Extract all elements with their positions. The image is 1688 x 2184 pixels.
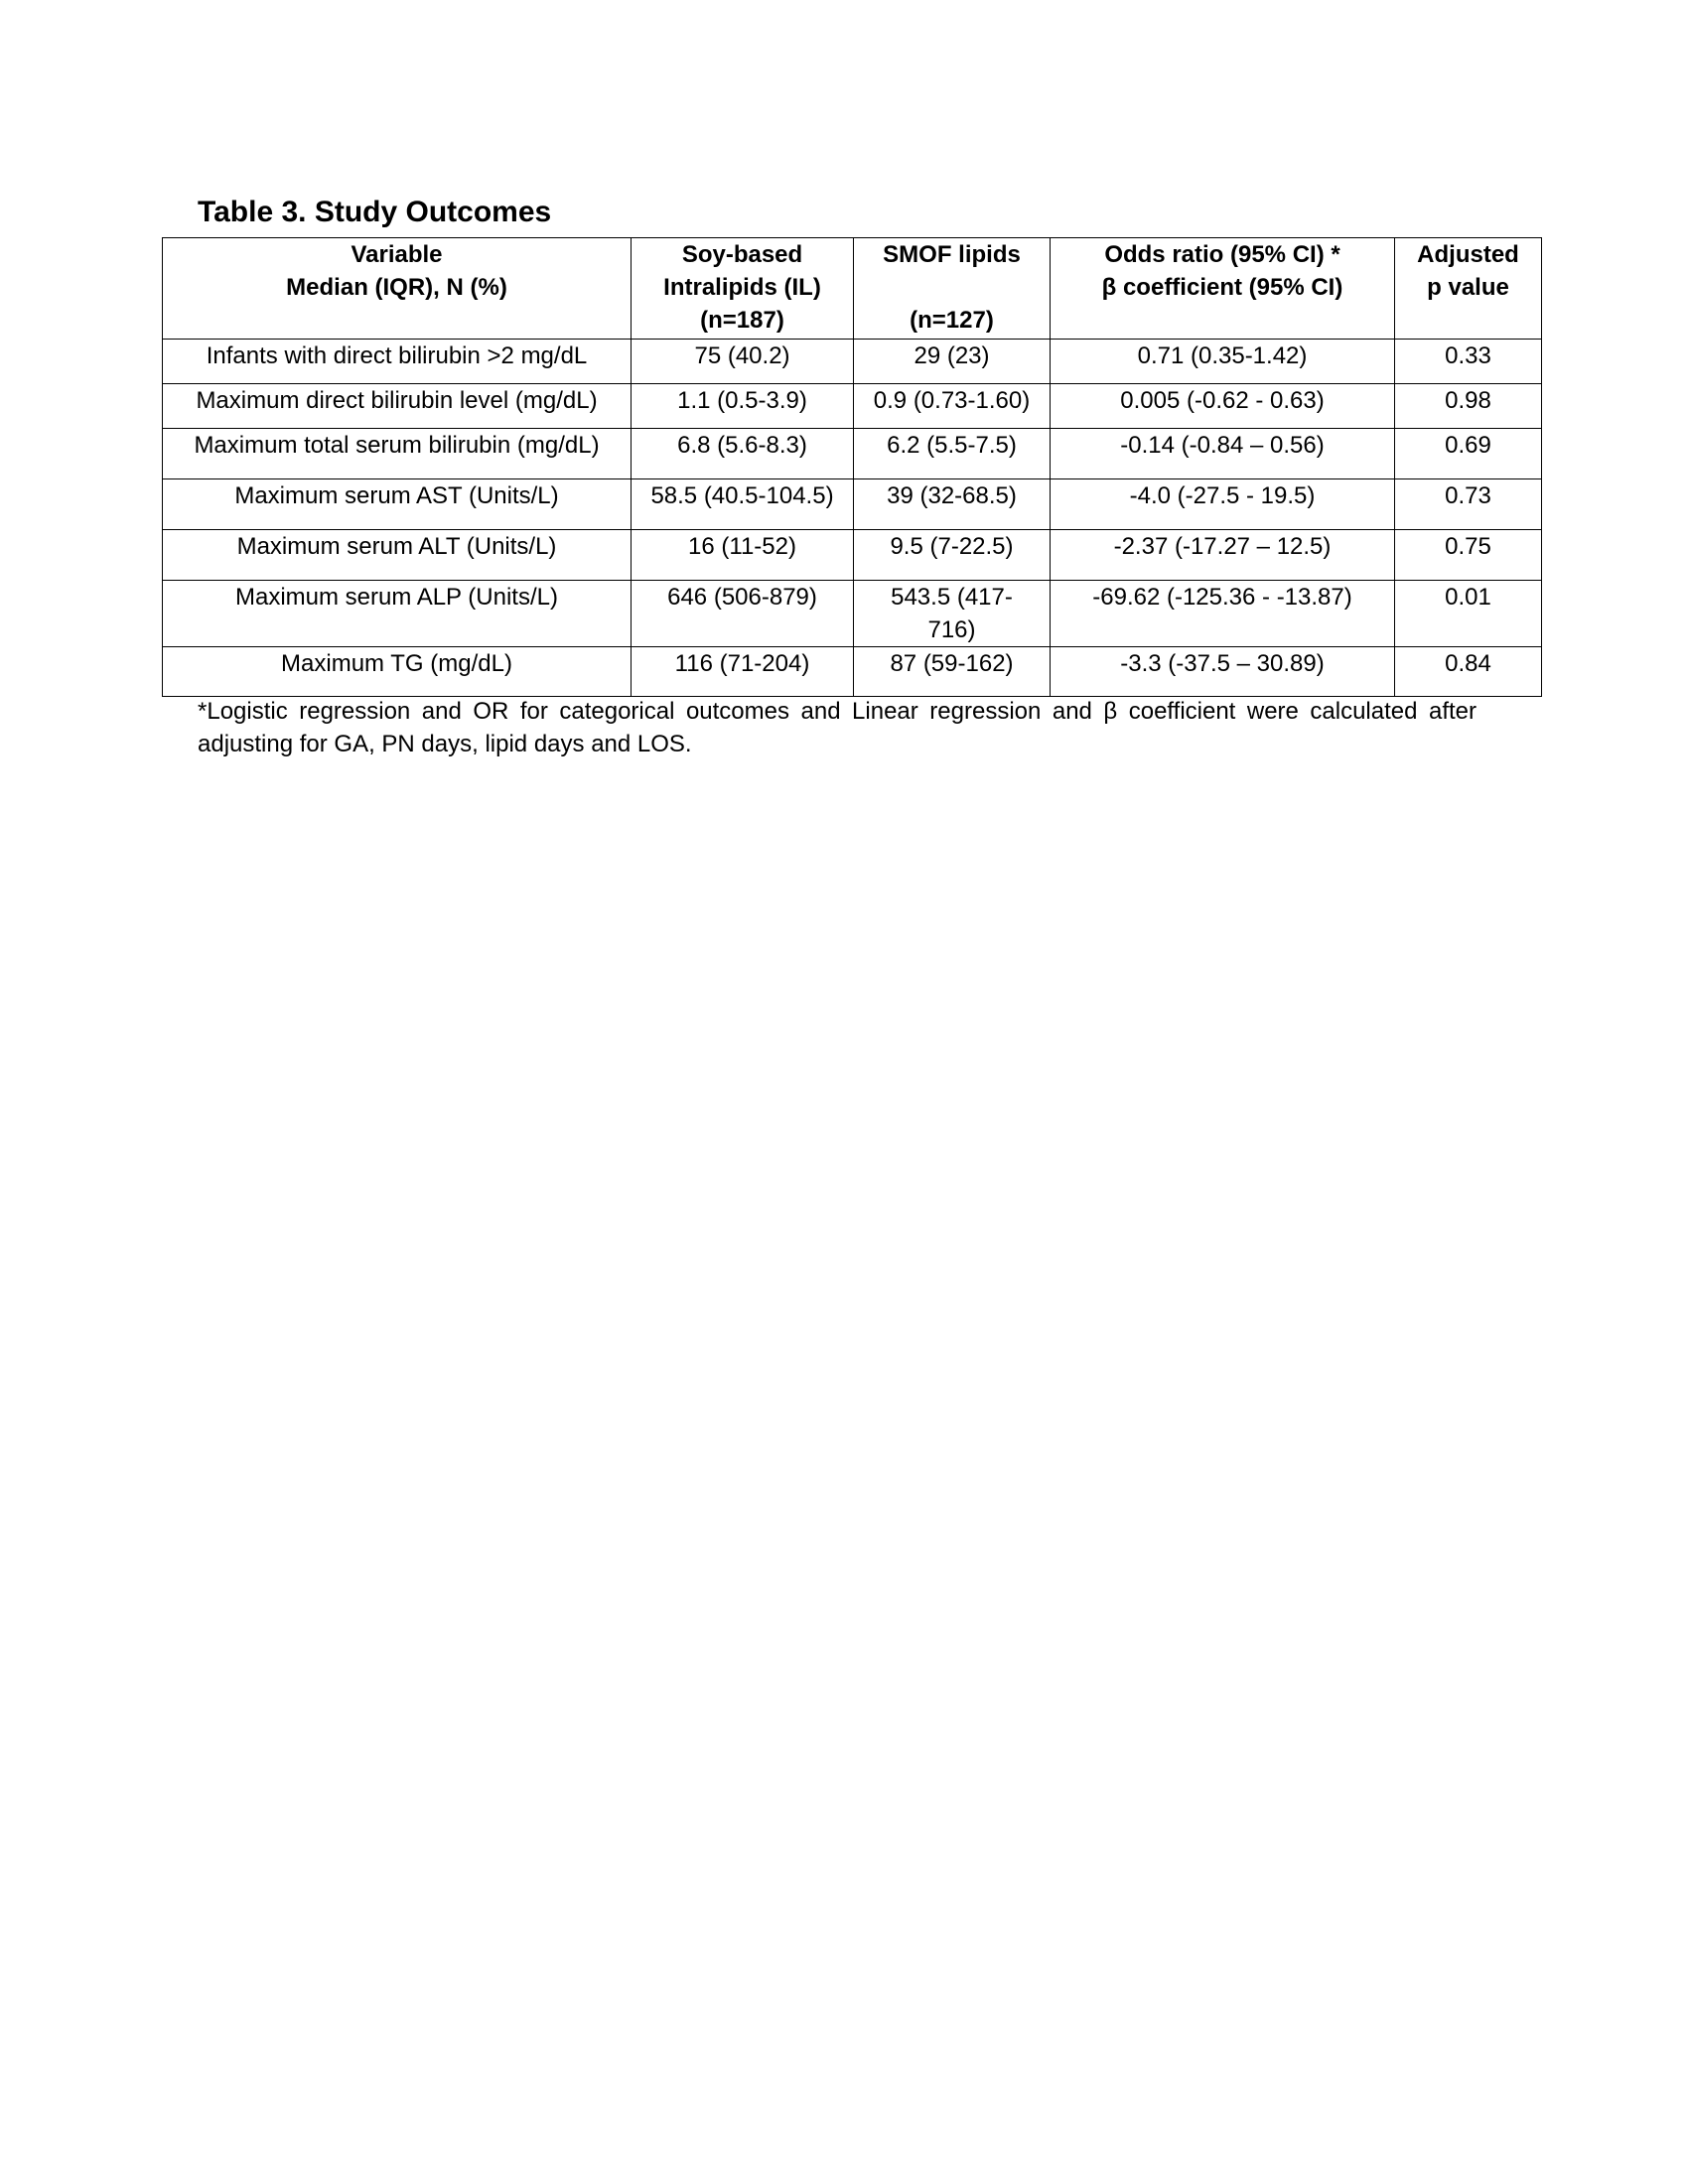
header-soy-line1: Soy-based bbox=[681, 241, 803, 268]
table-row bbox=[163, 429, 1542, 479]
cell-soy: 16 (11-52) bbox=[632, 530, 854, 581]
cell-odds-ratio: -3.3 (-37.5 – 30.89) bbox=[1051, 647, 1395, 697]
cell-p-value: 0.98 bbox=[1395, 384, 1542, 429]
study-outcomes-table bbox=[162, 237, 1542, 697]
table-footnote: *Logistic regression and OR for categorical outcomes and Linear regression and β coefficient were calculated after adjusting for GA, PN days, lipid days and LOS. bbox=[198, 698, 1477, 757]
cell-variable: Maximum serum AST (Units/L) bbox=[163, 479, 632, 530]
cell-soy: 75 (40.2) bbox=[632, 340, 854, 384]
cell-smof: 0.9 (0.73-1.60) bbox=[854, 384, 1051, 429]
table-row bbox=[163, 581, 1542, 647]
cell-variable: Maximum serum ALT (Units/L) bbox=[163, 530, 632, 581]
cell-soy: 58.5 (40.5-104.5) bbox=[632, 479, 854, 530]
header-soy-based bbox=[632, 238, 854, 340]
cell-soy: 6.8 (5.6-8.3) bbox=[632, 429, 854, 479]
header-soy-line2: Intralipids (IL) bbox=[663, 274, 821, 301]
header-pvalue-line2: p value bbox=[1427, 274, 1509, 301]
cell-odds-ratio: 0.005 (-0.62 - 0.63) bbox=[1051, 384, 1395, 429]
header-odds-ratio bbox=[1051, 238, 1395, 340]
header-smof-line1: SMOF lipids bbox=[883, 241, 1021, 268]
table-row bbox=[163, 384, 1542, 429]
table-row bbox=[163, 479, 1542, 530]
cell-smof: 29 (23) bbox=[854, 340, 1051, 384]
table-header-row bbox=[163, 238, 1542, 340]
cell-variable: Infants with direct bilirubin >2 mg/dL bbox=[163, 340, 632, 384]
header-pvalue-line1: Adjusted bbox=[1417, 241, 1519, 268]
cell-variable: Maximum TG (mg/dL) bbox=[163, 647, 632, 697]
cell-smof: 87 (59-162) bbox=[854, 647, 1051, 697]
cell-smof: 6.2 (5.5-7.5) bbox=[854, 429, 1051, 479]
cell-soy: 116 (71-204) bbox=[632, 647, 854, 697]
header-odds-line1: Odds ratio (95% CI) * bbox=[1104, 241, 1340, 268]
cell-soy: 1.1 (0.5-3.9) bbox=[632, 384, 854, 429]
header-variable-line1: Variable bbox=[351, 241, 443, 268]
cell-p-value: 0.84 bbox=[1395, 647, 1542, 697]
cell-odds-ratio: -2.37 (-17.27 – 12.5) bbox=[1051, 530, 1395, 581]
cell-smof: 543.5 (417-716) bbox=[854, 581, 1051, 647]
cell-p-value: 0.69 bbox=[1395, 429, 1542, 479]
table-row bbox=[163, 647, 1542, 697]
header-adjusted-p-value bbox=[1395, 238, 1542, 340]
header-smof-line2: (n=127) bbox=[910, 307, 994, 334]
table-row bbox=[163, 340, 1542, 384]
cell-smof: 9.5 (7-22.5) bbox=[854, 530, 1051, 581]
header-variable-line2: Median (IQR), N (%) bbox=[286, 274, 507, 301]
cell-odds-ratio: -4.0 (-27.5 - 19.5) bbox=[1051, 479, 1395, 530]
cell-odds-ratio: -0.14 (-0.84 – 0.56) bbox=[1051, 429, 1395, 479]
cell-odds-ratio: -69.62 (-125.36 - -13.87) bbox=[1051, 581, 1395, 647]
cell-odds-ratio: 0.71 (0.35-1.42) bbox=[1051, 340, 1395, 384]
table-row bbox=[163, 530, 1542, 581]
cell-p-value: 0.73 bbox=[1395, 479, 1542, 530]
header-smof-lipids bbox=[854, 238, 1051, 340]
cell-variable: Maximum serum ALP (Units/L) bbox=[163, 581, 632, 647]
cell-p-value: 0.75 bbox=[1395, 530, 1542, 581]
cell-variable: Maximum total serum bilirubin (mg/dL) bbox=[163, 429, 632, 479]
header-variable bbox=[163, 238, 632, 340]
cell-soy: 646 (506-879) bbox=[632, 581, 854, 647]
cell-p-value: 0.01 bbox=[1395, 581, 1542, 647]
header-soy-line3: (n=187) bbox=[700, 307, 784, 334]
cell-smof: 39 (32-68.5) bbox=[854, 479, 1051, 530]
cell-p-value: 0.33 bbox=[1395, 340, 1542, 384]
cell-variable: Maximum direct bilirubin level (mg/dL) bbox=[163, 384, 632, 429]
table-title: Table 3. Study Outcomes bbox=[198, 196, 552, 228]
header-odds-line2: β coefficient (95% CI) bbox=[1101, 274, 1343, 301]
